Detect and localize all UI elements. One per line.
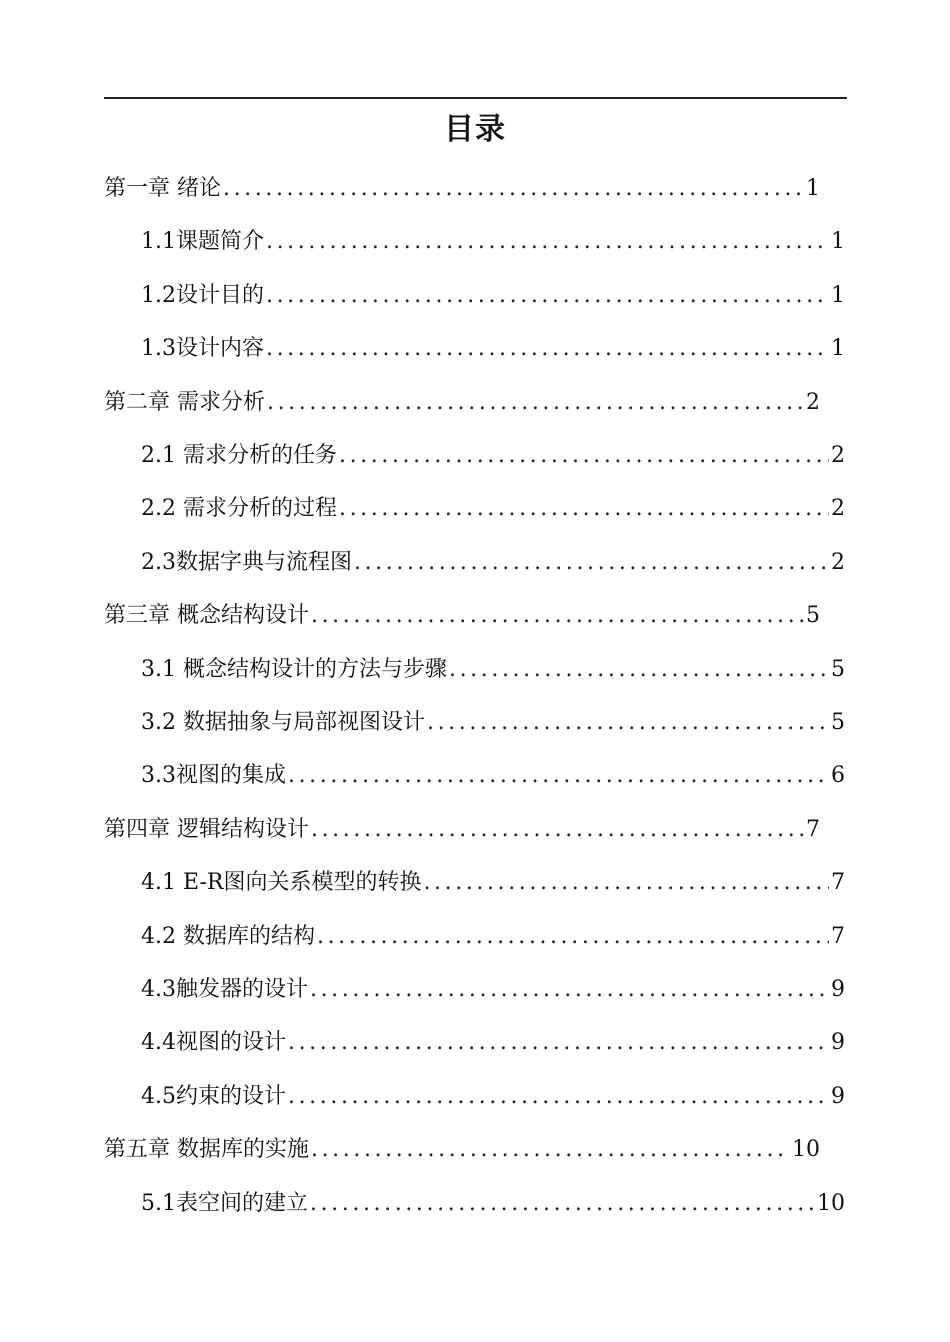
toc-entry-page: 9 xyxy=(831,977,845,1002)
toc-entry-page: 2 xyxy=(806,390,820,415)
toc-entry-title: 4.2 数据库的结构 xyxy=(141,924,315,949)
toc-entry[interactable] xyxy=(104,376,820,429)
toc-entry-page: 1 xyxy=(831,283,845,308)
toc-dot-leader xyxy=(449,643,829,696)
toc-dot-leader xyxy=(354,536,829,589)
toc-entry-page: 10 xyxy=(817,1191,845,1216)
toc-dot-leader xyxy=(311,1123,790,1176)
toc-dot-leader xyxy=(223,162,804,215)
toc-entry-title: 1.3设计内容 xyxy=(141,336,264,361)
toc-entry-title: 4.5约束的设计 xyxy=(141,1084,286,1109)
toc-entry[interactable] xyxy=(141,856,845,909)
toc-dot-leader xyxy=(317,910,829,963)
toc-entry[interactable] xyxy=(141,749,845,802)
toc-entry-page: 5 xyxy=(806,603,820,628)
toc-entry-title: 5.1表空间的建立 xyxy=(141,1191,308,1216)
toc-dot-leader xyxy=(288,1070,829,1123)
toc-entry[interactable] xyxy=(141,215,845,268)
toc-dot-leader xyxy=(339,429,829,482)
toc-entry-title: 第五章 数据库的实施 xyxy=(104,1137,309,1162)
toc-dot-leader xyxy=(311,589,804,642)
toc-entry-page: 1 xyxy=(831,336,845,361)
toc-entry-page: 1 xyxy=(806,176,820,201)
toc-entry[interactable] xyxy=(141,696,845,749)
toc-entry-page: 2 xyxy=(831,496,845,521)
toc-entry[interactable] xyxy=(141,910,845,963)
toc-entry-title: 1.1课题简介 xyxy=(141,229,264,254)
toc-dot-leader xyxy=(310,1177,815,1230)
toc-entry[interactable] xyxy=(104,162,820,215)
toc-entry-page: 9 xyxy=(831,1084,845,1109)
toc-entry-title: 4.3触发器的设计 xyxy=(141,977,308,1002)
toc-dot-leader xyxy=(310,963,829,1016)
toc-dot-leader xyxy=(427,696,829,749)
toc-entry-title: 第一章 绪论 xyxy=(104,176,221,201)
toc-entry-title: 第二章 需求分析 xyxy=(104,390,265,415)
toc-entry-title: 2.1 需求分析的任务 xyxy=(141,443,337,468)
toc-dot-leader xyxy=(339,482,829,535)
toc-entry[interactable] xyxy=(141,536,845,589)
toc-entry-page: 9 xyxy=(831,1030,845,1055)
toc-dot-leader xyxy=(288,749,829,802)
toc-entry-page: 5 xyxy=(831,710,845,735)
toc-dot-leader xyxy=(266,322,829,375)
toc-entry-title: 1.2设计目的 xyxy=(141,283,264,308)
toc-entry-page: 6 xyxy=(831,763,845,788)
toc-dot-leader xyxy=(266,215,829,268)
toc-entry-title: 4.4视图的设计 xyxy=(141,1030,286,1055)
toc-entry-page: 7 xyxy=(831,870,845,895)
toc-dot-leader xyxy=(288,1016,829,1069)
toc-entry-page: 1 xyxy=(831,229,845,254)
toc-dot-leader xyxy=(311,803,804,856)
toc-entry-page: 5 xyxy=(831,657,845,682)
toc-entry-page: 7 xyxy=(831,924,845,949)
toc-entry[interactable] xyxy=(141,482,845,535)
toc-entry-title: 4.1 E-R图向关系模型的转换 xyxy=(141,870,422,895)
toc-entry[interactable] xyxy=(141,1177,845,1230)
toc-entry-title: 第三章 概念结构设计 xyxy=(104,603,309,628)
toc-entry[interactable] xyxy=(141,1070,845,1123)
toc-entry-page: 7 xyxy=(806,817,820,842)
toc-dot-leader xyxy=(267,376,804,429)
toc-entry[interactable] xyxy=(104,803,820,856)
toc-entry-title: 3.1 概念结构设计的方法与步骤 xyxy=(141,657,447,682)
toc-entry[interactable] xyxy=(141,322,845,375)
toc-entry[interactable] xyxy=(104,589,820,642)
toc-entry-page: 2 xyxy=(831,443,845,468)
toc-entry[interactable] xyxy=(141,963,845,1016)
toc-entry[interactable] xyxy=(141,429,845,482)
toc-dot-leader xyxy=(266,269,829,322)
toc-entry[interactable] xyxy=(104,1123,820,1176)
toc-entry-title: 2.3数据字典与流程图 xyxy=(141,550,352,575)
toc-entry[interactable] xyxy=(141,1016,845,1069)
page-title: 目录 xyxy=(444,112,506,147)
toc-entry-page: 10 xyxy=(792,1137,820,1162)
toc-entry-title: 3.3视图的集成 xyxy=(141,763,286,788)
toc-entry[interactable] xyxy=(141,643,845,696)
toc-dot-leader xyxy=(423,856,829,909)
toc-entry-title: 第四章 逻辑结构设计 xyxy=(104,817,309,842)
toc-entry-title: 3.2 数据抽象与局部视图设计 xyxy=(141,710,425,735)
toc-entry[interactable] xyxy=(141,269,845,322)
toc-entry-title: 2.2 需求分析的过程 xyxy=(141,496,337,521)
toc-entry-page: 2 xyxy=(831,550,845,575)
header-rule xyxy=(104,97,847,99)
